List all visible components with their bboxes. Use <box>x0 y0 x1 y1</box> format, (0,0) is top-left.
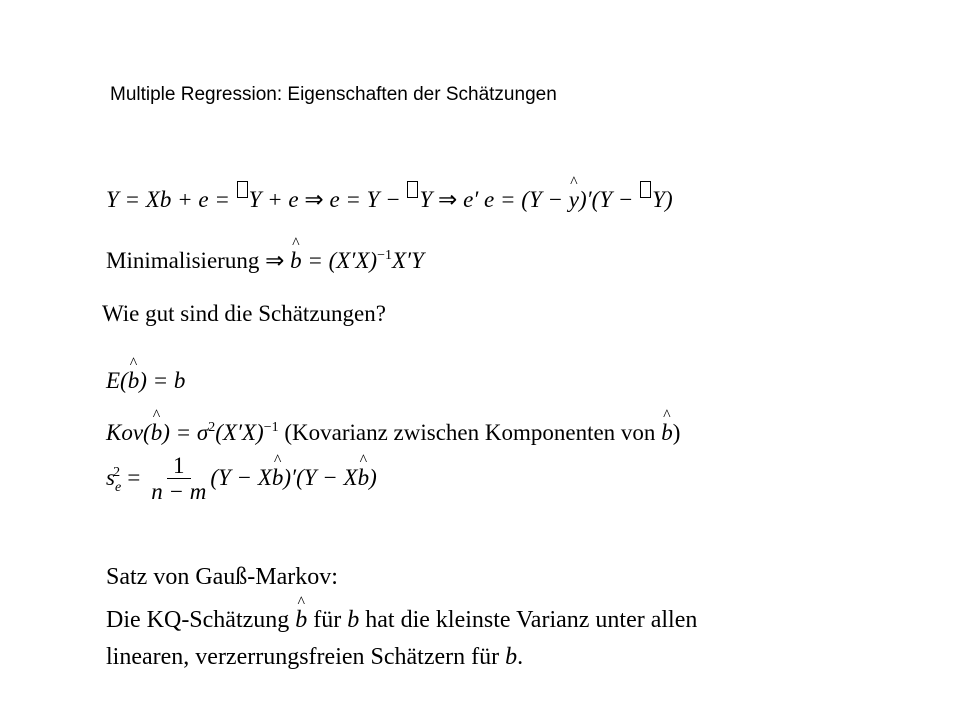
minimization-label: Minimalisierung <box>106 248 260 273</box>
theorem-line-1: Die KQ-Schätzung ^ b für b hat die kleinste Varianz unter allen <box>106 605 697 635</box>
minimization-equation: Minimalisierung ⇒ ^ $b = (X'X)^{-1}X'Y$ <box>106 241 424 276</box>
covariance-equation: Kov(^ $b) = \sigma^2(X'X)^{-1}$ (Kovarianz zwischen Komponenten von ^ b) <box>106 413 680 448</box>
missing-glyph-box <box>237 181 248 198</box>
theorem-heading: Satz von Gauß-Markov: <box>106 564 338 590</box>
regression-equation: Y = Xb + e = Y + e ⇒ e = Y − Y ⇒ e′ e = (Y − ^ y)′(Y − Y) <box>106 181 673 215</box>
covariance-note: (Kovarianz zwischen Komponenten von <box>284 420 662 445</box>
expectation-equation: E(^ b) = b <box>106 366 185 396</box>
theorem-line-2: linearen, verzerrungsfreien Schätzern für b. <box>106 644 524 670</box>
question-text: Wie gut sind die Schätzungen? <box>102 301 386 326</box>
missing-glyph-box <box>407 181 418 198</box>
slide-title: Multiple Regression: Eigenschaften der Schätzungen <box>110 84 557 105</box>
missing-glyph-box <box>640 181 651 198</box>
fraction: $\frac{1}{n - m}$ <box>151 453 207 504</box>
variance-estimate-equation: $s_e^2$ = $\frac{1}{n - m}$ (Y − X^ b)′(Y − X^ b) <box>106 454 377 505</box>
